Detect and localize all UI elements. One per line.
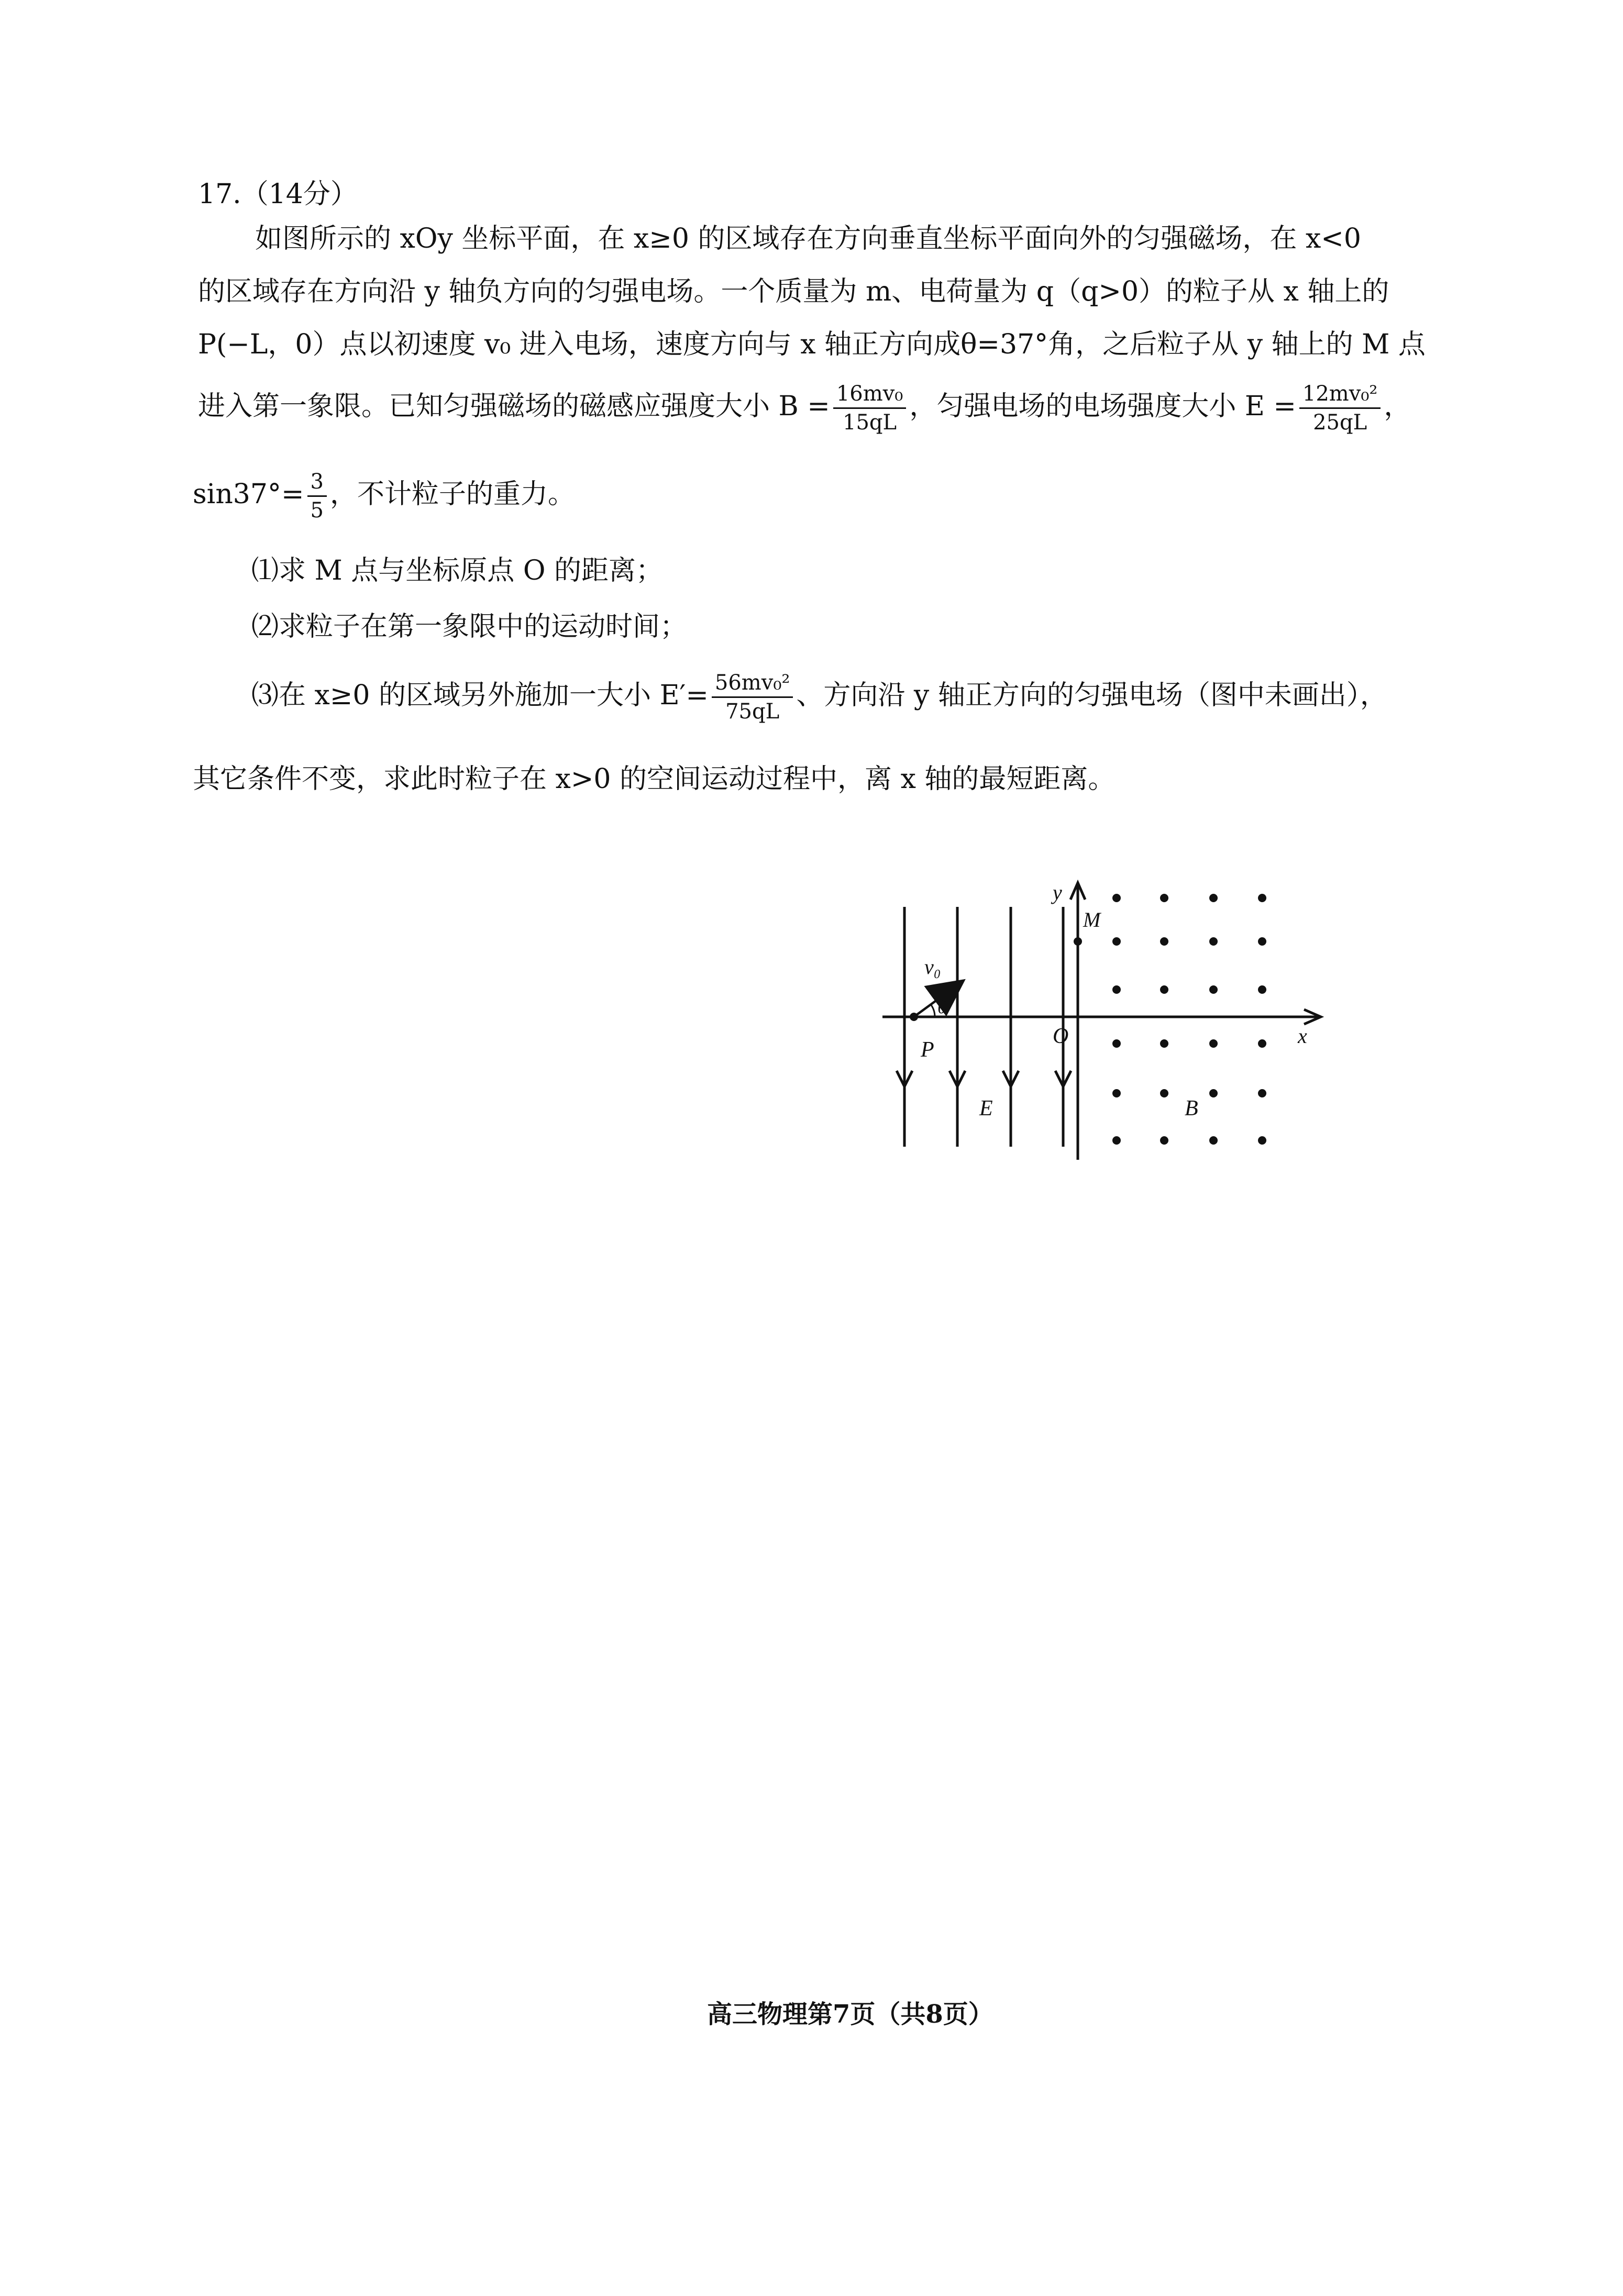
angle-arc <box>931 1004 935 1017</box>
Eprime-numerator: 56mv₀² <box>712 671 793 698</box>
b-dot <box>1112 1136 1121 1145</box>
b-dot <box>1209 1039 1218 1048</box>
b-dot <box>1209 1136 1218 1145</box>
b-dot <box>1209 985 1218 994</box>
question-3 <box>251 671 1387 723</box>
b-dot <box>1209 937 1218 946</box>
b-dot <box>1160 985 1168 994</box>
label-y: y <box>1053 881 1062 904</box>
q3-text-a: ⑶在 x≥0 的区域另外施加一大小 E′= <box>251 680 709 711</box>
field-arrowheads <box>897 1071 1071 1086</box>
b-dot <box>1160 1089 1168 1097</box>
b-dot <box>1160 1136 1168 1145</box>
sin-fraction <box>307 470 327 522</box>
problem-line-1: 如图所示的 xOy 坐标平面，在 x≥0 的区域存在方向垂直坐标平面向外的匀强磁场，在 x<0 <box>255 223 1361 254</box>
label-x: x <box>1298 1024 1307 1048</box>
Eprime-denominator: 75qL <box>725 700 780 724</box>
q3-text-b: 、方向沿 y 轴正方向的匀强电场（图中未画出）， <box>796 680 1387 711</box>
physics-diagram <box>869 874 1341 1168</box>
b-dot <box>1160 1039 1168 1048</box>
b-dot <box>1112 1089 1121 1097</box>
label-P: P <box>921 1038 934 1062</box>
line4-text-b: ，匀强电场的电场强度大小 E = <box>909 391 1296 422</box>
b-dot <box>1258 1039 1266 1048</box>
line4-text-a: 进入第一象限。已知匀强磁场的磁感应强度大小 B = <box>198 391 830 422</box>
question-3-continued: 其它条件不变，求此时粒子在 x>0 的空间运动过程中，离 x 轴的最短距离。 <box>193 763 1116 795</box>
label-M: M <box>1083 908 1101 931</box>
problem-line-4 <box>198 382 1411 434</box>
b-dot <box>1258 937 1266 946</box>
b-dot <box>1112 1039 1121 1048</box>
b-dot <box>1112 937 1121 946</box>
Eprime-fraction <box>712 671 793 723</box>
b-dot <box>1258 1089 1266 1097</box>
question-2: ⑵求粒子在第一象限中的运动时间； <box>251 611 688 642</box>
b-dot <box>1258 1136 1266 1145</box>
label-E: E <box>979 1096 993 1121</box>
page-footer: 高三物理第7页（共8页） <box>707 2000 993 2029</box>
problem-line-5 <box>193 470 575 522</box>
b-dot <box>1160 937 1168 946</box>
E-numerator: 12mv₀² <box>1299 382 1381 409</box>
sin-numerator: 3 <box>307 470 327 497</box>
b-dot <box>1112 985 1121 994</box>
label-O: O <box>1053 1024 1069 1048</box>
b-dot <box>1258 894 1266 902</box>
problem-line-3: P(−L，0）点以初速度 v₀ 进入电场，速度方向与 x 轴正方向成θ=37°角，之后粒子从 y 轴上的 M 点 <box>198 329 1426 360</box>
b-dot <box>1209 894 1218 902</box>
B-numerator: 16mv₀ <box>833 382 906 409</box>
line5-text-a: sin37°= <box>193 479 304 510</box>
problem-header: 17.（14分） <box>198 179 358 210</box>
E-fraction <box>1299 382 1381 434</box>
B-denominator: 15qL <box>843 411 897 435</box>
b-dot <box>1209 1089 1218 1097</box>
label-theta: θ <box>937 996 947 1017</box>
label-B: B <box>1185 1096 1198 1121</box>
label-v0: v₀ <box>924 955 941 979</box>
question-1: ⑴求 M 点与坐标原点 O 的距离； <box>251 555 663 586</box>
b-dot <box>1258 985 1266 994</box>
sin-denominator: 5 <box>310 498 324 523</box>
line5-text-b: ，不计粒子的重力。 <box>330 479 576 510</box>
b-dot <box>1160 894 1168 902</box>
point-M <box>1074 937 1082 946</box>
b-dot <box>1112 894 1121 902</box>
problem-line-2: 的区域存在方向沿 y 轴负方向的匀强电场。一个质量为 m、电荷量为 q（q>0）的粒子从 x 轴上的 <box>198 276 1389 307</box>
E-denominator: 25qL <box>1313 411 1367 435</box>
B-fraction <box>833 382 906 434</box>
line4-text-c: ， <box>1384 391 1411 422</box>
